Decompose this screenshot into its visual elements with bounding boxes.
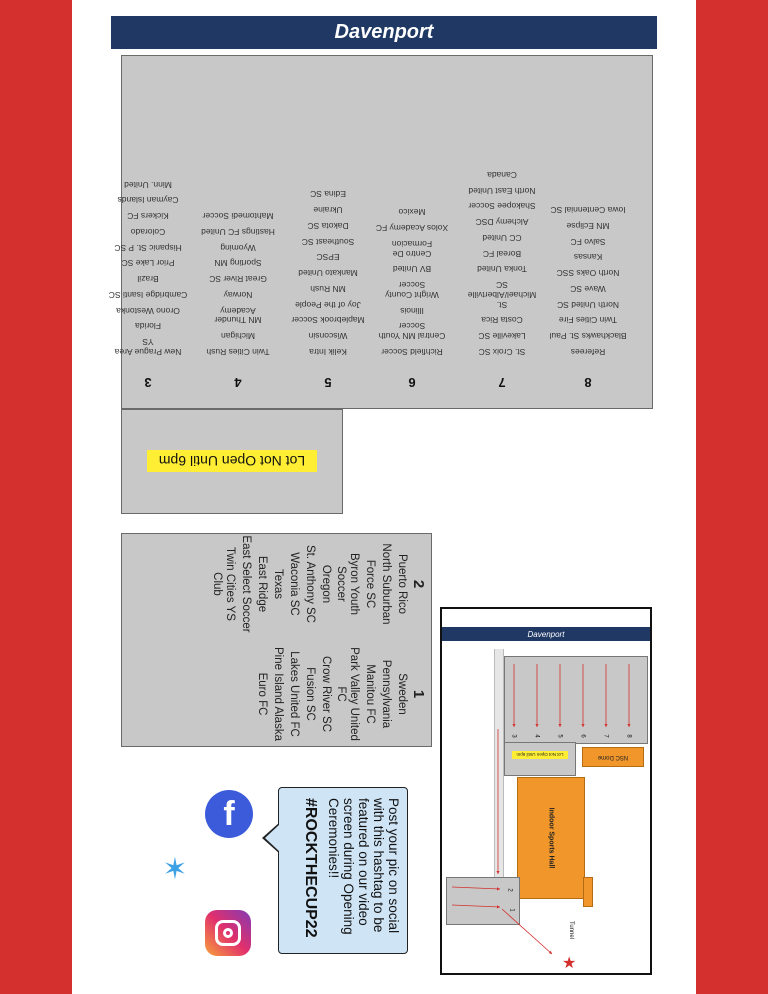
direction-arrow [452,905,500,907]
team-label: Iowa Centennial SC [550,205,626,216]
team-label: East Select Soccer [240,535,253,633]
parking-lot-1-2 [121,533,432,747]
team-label: Pine Island Alaska [272,647,284,741]
main-parking-lot [108,55,653,409]
team-label: Oregon [319,564,332,604]
team-label: Illinois [400,305,424,316]
mini-map-lot-number: 3 [510,734,517,738]
lot-column-number: 1 [410,689,427,699]
team-label: Brazil [137,274,159,285]
team-label: Park Valley United FC [335,647,361,741]
team-label: Sweden [396,673,408,715]
lot-column-4 [196,62,280,390]
team-label: Texas [272,568,284,600]
lot-column-6 [370,62,454,390]
team-label: Wave SC [570,283,606,294]
team-label: North East United [468,185,536,196]
mini-map-arrows [442,609,650,973]
social-callout [278,787,408,954]
team-label: North United SC [557,299,619,310]
mini-map-hall-label: Indoor Sports Hall [547,807,555,869]
team-label: Mexico [398,207,426,218]
team-label: North Suburban [380,543,393,625]
lot-column-8 [546,62,630,390]
mini-map-lot-number: 1 [508,908,515,912]
left-red-band [0,0,72,994]
arrow-head [496,871,499,874]
lot-column-number: 3 [144,375,152,390]
arrow-head [604,724,607,727]
team-label: MN Thunder Academy [214,305,262,326]
team-label: Maplebrook Soccer [291,315,365,326]
team-label: Cambridge Isanti SC [108,289,188,300]
team-label: Great River SC [209,274,267,285]
mini-map-title: Davenport [442,627,650,641]
team-label: Xolos Academy FC [375,223,449,234]
lot-column-number: 8 [584,375,592,390]
team-label: Blackhawks St. Paul [549,331,627,342]
team-label: St. Michael/Albertville SC [467,280,537,310]
team-label: Minn. United [124,179,172,190]
team-label: Tonka United [477,264,527,275]
direction-arrow [452,887,500,889]
team-label: Lakeville SC [478,331,526,342]
team-label: Twin Cities YS Club [211,547,237,621]
team-label: Crow River SC [319,655,332,733]
team-label: Euro FC [256,672,269,716]
mini-map-tunnel-label: Tunnel [568,920,575,940]
team-label: Waconia SC [287,552,300,616]
mini-map-lot-number: 4 [533,734,540,738]
team-label: St. Anthony SC [303,545,316,623]
team-label: Boreal FC [482,248,522,259]
lot-column-number: 5 [324,375,332,390]
mini-map-lot-number: 8 [625,734,632,738]
team-label: Hispanic St. P SC [114,242,182,253]
lot-column-number: 4 [234,375,242,390]
instagram-icon[interactable] [205,910,251,956]
arrow-head [581,724,584,727]
lot-column-5 [286,62,370,390]
team-label: MN Rush [310,283,346,294]
arrow-head [497,887,500,890]
social-message: Post your pic on social with this hashtag to be featured on our video screen during Opening Ceremonies!! [325,798,401,935]
team-label: Wisconsin [308,331,348,342]
team-label: Canada [487,169,517,180]
team-label: Puerto Rico [396,553,408,615]
mini-map-lot-number: 7 [602,734,609,738]
facebook-icon[interactable]: f [205,790,253,838]
lot-column-3 [106,62,190,390]
tunnel-star-icon: ★ [562,955,577,972]
lot-column-2 [208,534,427,634]
team-label: Florida [135,321,161,332]
team-label: Central MN Youth Soccer [378,321,446,342]
team-label: Edina SC [310,189,346,200]
team-label: Norway [223,289,253,300]
team-label: Kansas [573,252,603,263]
arrow-head [535,724,538,727]
team-label: Fusion SC [303,667,316,721]
lot-column-1 [252,644,427,744]
team-label: Costa Rica [481,315,523,326]
team-label: Alchemy DSC [475,217,529,228]
team-label: North Oaks SSC [556,268,620,279]
team-label: Joy of the People [295,299,361,310]
team-label: Ukraine [313,205,343,216]
team-label: Colorado [130,226,166,237]
team-label: East Ridge [256,555,269,613]
team-label: New Prague Area YS [114,337,182,357]
right-red-band [696,0,768,994]
team-label: Pennsylvania [380,659,393,729]
team-label: Byron Youth Soccer [335,552,361,616]
team-label: Richfield Soccer [381,347,443,357]
mini-map-lot-number: 2 [506,888,513,892]
page-title: Davenport [111,16,657,49]
mini-map-closed-sign: Lot Not Open Until 6pm [512,751,568,759]
mini-map-nsc-dome: NSC Dome [582,747,644,767]
team-label: Sporting MN [214,258,262,269]
mini-map-lot-number: 5 [556,734,563,738]
team-label: BV United [392,264,432,275]
site-mini-map [440,607,652,975]
team-label: MN Eclipse [566,220,610,231]
team-label: Michigan [220,331,256,342]
team-label: Referees [570,347,606,357]
lot-column-7 [460,62,544,390]
arrow-head [558,724,561,727]
mini-map-lot-number: 6 [579,734,586,738]
lot-column-number: 6 [408,375,416,390]
team-label: Southeast SC [301,236,355,247]
team-label: Wyoming [220,242,256,253]
bubble-tail-fill [265,824,280,852]
team-label: Lakes United FC [287,651,300,737]
team-label: Dakota SC [307,220,349,231]
lot-closed-sign: Lot Not Open Until 6pm [147,450,317,472]
lot-column-number: 7 [498,375,506,390]
arrow-head [512,724,515,727]
twitter-icon[interactable]: ✶ [162,852,188,886]
team-label: Twin Cities Rush [206,347,270,357]
team-label: CC United [482,232,522,243]
lot-column-number: 2 [410,579,427,589]
team-label: Kickers FC [127,211,169,222]
team-label: Centro De Formacion [391,238,433,259]
team-label: Salvo FC [570,236,606,247]
team-label: Cayman Islands [117,195,179,206]
team-label: Mankato United [298,268,358,279]
team-label: Wright County Soccer [385,280,439,300]
team-label: Force SC [364,559,377,609]
team-label: Shakopee Soccer [468,201,536,212]
team-label: EPSC [316,252,340,263]
team-label: St. Croix SC [478,347,526,357]
team-label: Twin Cities Fire [558,315,618,326]
social-hashtag: #ROCKTHECUP22 [302,798,320,938]
team-label: Mahtomedi Soccer [202,211,274,222]
arrow-head [497,905,500,908]
team-label: Orono Westonka [116,305,180,316]
team-label: Manitou FC [364,664,377,724]
team-label: Hastings FC United [201,226,275,237]
direction-arrow [502,909,552,954]
team-label: Prior Lake SC [121,258,175,269]
team-label: Kelik Intra [309,347,347,357]
arrow-head [627,724,630,727]
